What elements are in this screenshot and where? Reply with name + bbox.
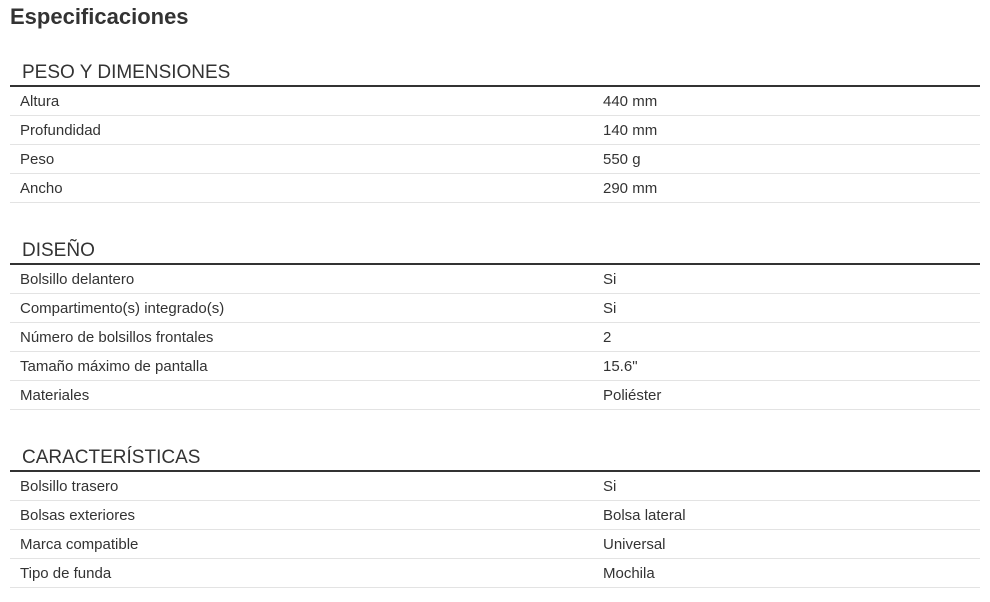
spec-row-bolsillo-trasero [10,472,980,501]
spec-label: Marca compatible [20,535,139,553]
spec-row-bolsas-exteriores [10,501,980,530]
section-header: DISEÑO [10,241,980,265]
spec-value: 440 mm [603,92,658,110]
spec-row-peso [10,145,980,174]
spec-row-altura [10,87,980,116]
spec-label: Altura [20,92,60,110]
spec-value: Bolsa lateral [603,506,686,524]
spec-label: Bolsas exteriores [20,506,136,524]
spec-value: Poliéster [603,386,662,404]
section-weight-dimensions [10,63,980,203]
spec-row-profundidad [10,116,980,145]
spec-label: Ancho [20,179,63,197]
spec-row-tipo-funda [10,559,980,588]
spec-value: 140 mm [603,121,658,139]
spec-label: Peso [20,150,55,168]
spec-label: Bolsillo trasero [20,477,119,495]
spec-value: Mochila [603,564,655,582]
spec-label: Tamaño máximo de pantalla [20,357,208,375]
spec-label: Profundidad [20,121,101,139]
spec-row-numero-bolsillos [10,323,980,352]
spec-value: 550 g [603,150,641,168]
page-title: Especificaciones [10,4,189,29]
section-header: CARACTERÍSTICAS [10,448,980,472]
spec-row-marca-compatible [10,530,980,559]
spec-label: Bolsillo delantero [20,270,135,288]
spec-value: 290 mm [603,179,658,197]
spec-value: Si [603,477,617,495]
spec-row-tamano-pantalla [10,352,980,381]
spec-value: Si [603,270,617,288]
spec-value: Universal [603,535,666,553]
spec-value: 2 [603,328,612,346]
spec-row-compartimentos [10,294,980,323]
spec-label: Compartimento(s) integrado(s) [20,299,225,317]
spec-label: Materiales [20,386,90,404]
section-design [10,241,980,410]
spec-label: Tipo de funda [20,564,112,582]
spec-row-bolsillo-delantero [10,265,980,294]
spec-label: Número de bolsillos frontales [20,328,214,346]
section-features [10,448,980,588]
section-header: PESO Y DIMENSIONES [10,63,980,87]
spec-row-materiales [10,381,980,410]
spec-value: Si [603,299,617,317]
spec-value: 15.6" [603,357,638,375]
spec-row-ancho [10,174,980,203]
